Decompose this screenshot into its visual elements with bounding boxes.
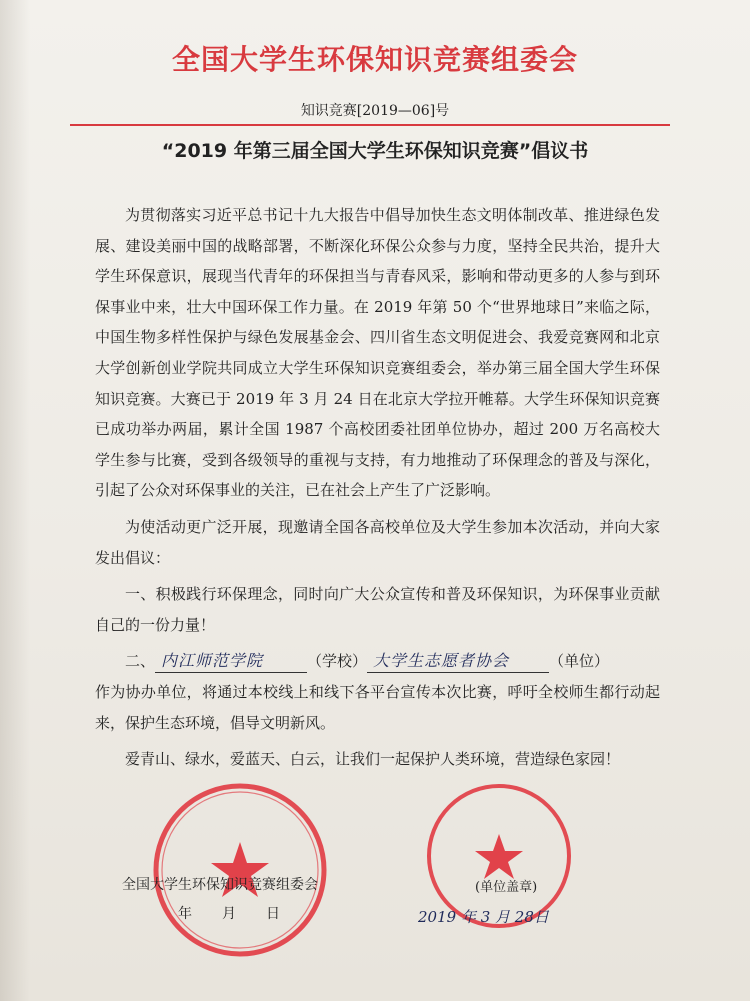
closing-line: 爱青山、绿水，爱蓝天、白云，让我们一起保护人类环境，营造绿色家园！: [125, 750, 621, 769]
footer-signed-date: 2019 年 3 月 28日: [418, 908, 549, 926]
school-handwritten: 内江师范学院: [161, 651, 264, 671]
item-two: [95, 646, 660, 677]
unit-handwritten: 大学生志愿者协会: [373, 651, 510, 671]
unit-label: （单位）: [549, 652, 610, 671]
committee-seal: [150, 780, 330, 960]
document-body: [95, 200, 660, 775]
paragraph-invitation: 为使活动更广泛开展，现邀请全国各高校单位及大学生参加本次活动，并向大家发出倡议：: [95, 517, 660, 567]
document-title: “2019 年第三届全国大学生环保知识竞赛”倡议书: [161, 140, 589, 162]
footer-date-placeholder: 年月日: [178, 906, 310, 922]
item-two-continuation: 作为协办单位，将通过本校线上和线下各平台宣传本次比赛，呼吁全校师生都行动起来，保护生态环境，倡导文明新风。: [95, 682, 660, 732]
red-divider: [70, 124, 670, 126]
paragraph-intro: 为贯彻落实习近平总书记十九大报告中倡导加快生态文明体制改革、推进绿色发展、建设美丽中国的战略部署，不断深化环保公众参与力度，坚持全民共治，提升大学生环保意识，展现当代青年的环保担当与青春风采，影响和带动更多的人参与到环保事业中来，壮大中国环保工作力量。在 2019 年第 50 个“世界地球日”来临之际，中国生物多样性保护与绿色发展基金会、四川省生态文明促进会、我爱竞赛网和北京大学创新创业学院共同成立大学生环保知识竞赛组委会，举办第三届全国大学生环保知识竞赛。大赛已于 2019 年 3 月 24 日在北京大学拉开帷幕。大学生环保知识竞赛已成功举办两届，累计全国 1987 个高校团委社团单位协办，超过 200 万名高校大学生参与比赛，受到各级领导的重视与支持，有力地推动了环保理念的普及与深化，引起了公众对环保事业的关注，已在社会上产生了广泛影响。: [95, 206, 660, 500]
school-fill-line: [155, 650, 307, 673]
unit-fill-line: [367, 650, 549, 673]
org-header-title: 全国大学生环保知识竞赛组委会: [171, 43, 578, 76]
item-two-prefix: 二、: [125, 652, 156, 671]
item-one: 一、积极践行环保理念，同时向广大公众宣传和普及环保知识，为环保事业贡献自己的一份力量！: [95, 585, 660, 634]
school-seal-star-icon: [475, 834, 523, 879]
committee-seal-graphic: [150, 780, 330, 960]
footer-org-signature: 全国大学生环保知识竞赛组委会: [122, 877, 318, 893]
school-label: （学校）: [307, 652, 368, 671]
footer-seal-label: (单位盖章): [475, 880, 538, 895]
document-number: 知识竞赛[2019—06]号: [300, 103, 450, 119]
